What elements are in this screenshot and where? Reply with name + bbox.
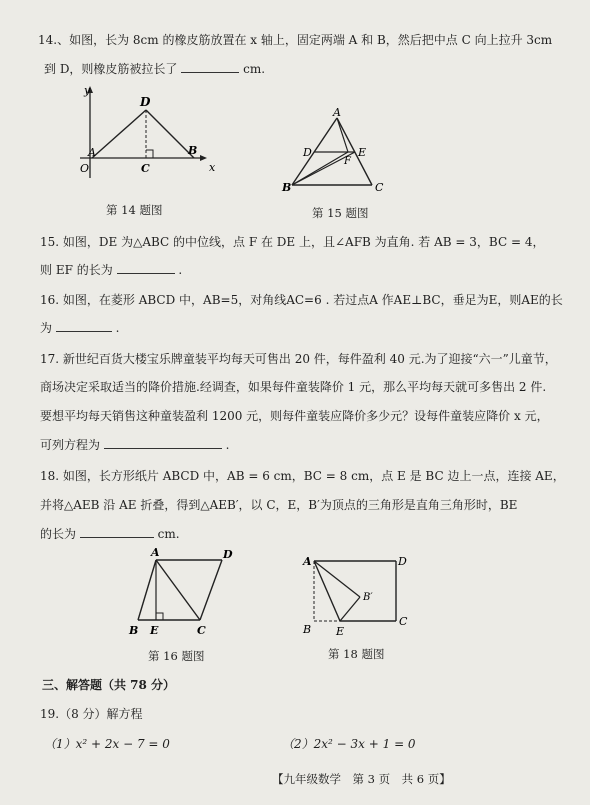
q18-line1: 18. 如图，长方形纸片 ABCD 中，AB = 6 cm，BC = 8 cm，点 E 是 BC 边上一点，连接 AE， <box>40 469 565 483</box>
fig15-label-F: F <box>344 156 351 167</box>
page-footer: 【九年级数学 第 3 页 共 6 页】 <box>272 772 451 786</box>
fig16-right-angle <box>156 613 163 620</box>
q17-line1: 17. 新世纪百货大楼宝乐牌童装平均每天可售出 20 件，每件盈利 40 元.为了迎接“六一”儿童节， <box>40 352 557 366</box>
q15-line2 <box>40 261 182 278</box>
figure-16 <box>124 545 244 641</box>
fig18-label-D: D <box>398 555 407 568</box>
fig16-label-A: A <box>151 546 160 559</box>
q16-line1: 16. 如图，在菱形 ABCD 中，AB=5，对角线AC=6 . 若过点A 作AE⊥BC，垂足为E，则AE的长 <box>40 293 563 307</box>
q14-line2 <box>44 60 265 77</box>
q16-period: . <box>115 321 120 335</box>
q18-answer-blank[interactable] <box>80 525 154 538</box>
q18-unit: cm. <box>157 527 180 541</box>
q14-line2-text: 到 D，则橡皮筋被拉长了 <box>44 62 178 76</box>
fig14-caption: 第 14 题图 <box>106 203 163 217</box>
q15-answer-blank[interactable] <box>117 261 175 274</box>
fig14-x-arrow <box>200 155 207 161</box>
q17-line3: 要想平均每天销售这种童装盈利 1200 元，则每件童装应降价多少元？设每件童装应降价 x 元， <box>40 409 549 423</box>
figure-18 <box>300 545 420 641</box>
fig14-label-A: A <box>88 146 96 159</box>
fig18-segment-EBprime <box>340 597 360 621</box>
q15-line2-text: 则 EF 的长为 <box>40 263 113 277</box>
q17-line4 <box>40 436 230 453</box>
q14-unit: cm. <box>243 62 266 76</box>
q14-line1: 14.、如图，长为 8cm 的橡皮筋放置在 x 轴上，固定两端 A 和 B，然后把中点 C 向上拉升 3cm <box>38 33 553 47</box>
fig16-caption: 第 16 题图 <box>148 649 205 663</box>
q19-part1: （1）x² + 2x − 7 = 0 <box>44 737 170 751</box>
q14-answer-blank[interactable] <box>181 60 239 73</box>
q19-part2: （2）2x² − 3x + 1 = 0 <box>282 737 416 751</box>
fig14-label-C: C <box>141 162 150 175</box>
q16-answer-blank[interactable] <box>56 319 112 332</box>
fig18-segment-ABprime <box>314 561 360 597</box>
fig14-label-D: D <box>140 95 151 109</box>
fig16-label-E: E <box>150 624 159 637</box>
fig15-label-C: C <box>375 181 384 194</box>
fig18-label-B: B <box>303 623 312 636</box>
fig18-label-A: A <box>303 555 312 568</box>
q17-period: . <box>225 438 230 452</box>
fig16-side-DC <box>200 560 222 620</box>
fig14-segment-AD <box>92 110 146 158</box>
fig16-side-AB <box>138 560 156 620</box>
section-3-title: 三、解答题（共 78 分） <box>42 678 176 692</box>
q16-line2 <box>40 319 120 336</box>
fig14-right-angle <box>146 150 153 158</box>
fig15-label-E: E <box>358 146 367 159</box>
q16-line2-text: 为 <box>40 321 53 335</box>
fig16-label-D: D <box>223 548 233 561</box>
fig18-caption: 第 18 题图 <box>328 647 385 661</box>
q18-line3 <box>40 525 180 542</box>
fig14-label-y: y <box>84 84 91 97</box>
fig18-fold-AE <box>314 561 340 621</box>
fig14-label-x: x <box>209 161 216 174</box>
q17-line2: 商场决定采取适当的降价措施.经调查，如果每件童装降价 1 元，那么平均每天就可多售出 2 件. <box>40 380 547 394</box>
fig15-caption: 第 15 题图 <box>312 206 369 220</box>
fig18-label-Bprime: B′ <box>363 592 373 603</box>
q17-line4-text: 可列方程为 <box>40 438 101 452</box>
fig14-label-B: B <box>188 144 198 157</box>
fig16-label-C: C <box>197 624 206 637</box>
figure-14 <box>76 84 216 184</box>
fig14-label-O: O <box>80 162 90 175</box>
fig15-label-A: A <box>333 106 341 119</box>
q15-line1: 15. 如图，DE 为△ABC 的中位线，点 F 在 DE 上，且∠AFB 为直角. 若 AB = 3，BC = 4， <box>40 235 545 249</box>
q18-line3-text: 的长为 <box>40 527 77 541</box>
fig16-diagonal-AC <box>156 560 200 620</box>
q18-line2: 并将△AEB 沿 AE 折叠，得到△AEB′，以 C，E，B′为顶点的三角形是直角三角形时，BE <box>40 498 518 512</box>
fig18-label-C: C <box>399 615 408 628</box>
fig16-label-B: B <box>129 624 139 637</box>
fig15-label-D: D <box>303 146 312 159</box>
fig15-label-B: B <box>282 181 292 194</box>
q15-period: . <box>178 263 183 277</box>
figure-15 <box>278 106 390 196</box>
q19-title: 19.（8 分）解方程 <box>40 707 143 721</box>
q17-answer-blank[interactable] <box>104 436 222 449</box>
fig18-label-E: E <box>336 625 345 638</box>
